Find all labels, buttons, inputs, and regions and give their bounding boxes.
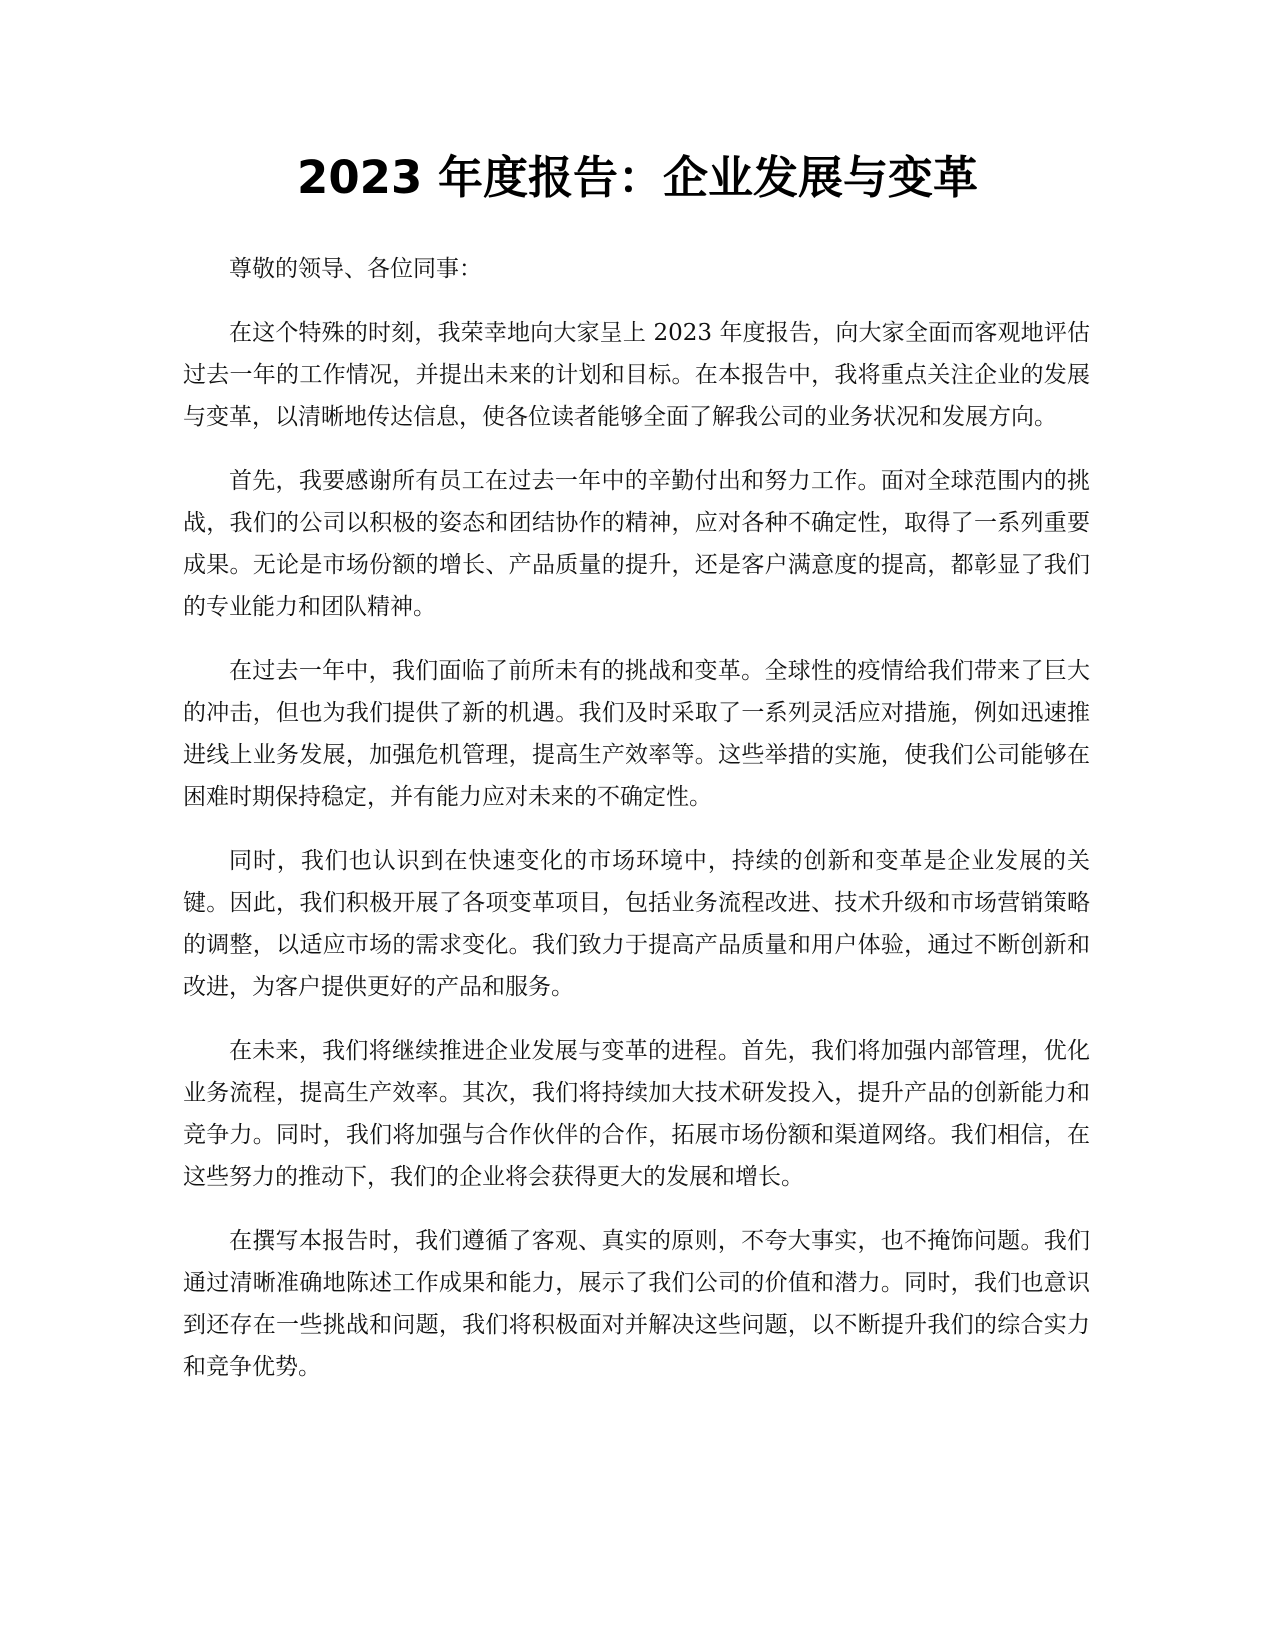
document-title: 2023 年度报告：企业发展与变革 bbox=[297, 151, 978, 204]
paragraph-innovation: 同时，我们也认识到在快速变化的市场环境中，持续的创新和变革是企业发展的关键。因此，我们积极开展了各项变革项目，包括业务流程改进、技术升级和市场营销策略的调整，以适应市场的需求变化。我们致力于提高产品质量和用户体验，通过不断创新和改进，为客户提供更好的产品和服务。 bbox=[183, 848, 1090, 1000]
document-body bbox=[183, 248, 1090, 1410]
paragraph-future: 在未来，我们将继续推进企业发展与变革的进程。首先，我们将加强内部管理，优化业务流程，提高生产效率。其次，我们将持续加大技术研发投入，提升产品的创新能力和竞争力。同时，我们将加强与合作伙伴的合作，拓展市场份额和渠道网络。我们相信，在这些努力的推动下，我们的企业将会获得更大的发展和增长。 bbox=[183, 1038, 1090, 1190]
paragraph-challenges: 在过去一年中，我们面临了前所未有的挑战和变革。全球性的疫情给我们带来了巨大的冲击，但也为我们提供了新的机遇。我们及时采取了一系列灵活应对措施，例如迅速推进线上业务发展，加强危机管理，提高生产效率等。这些举措的实施，使我们公司能够在困难时期保持稳定，并有能力应对未来的不确定性。 bbox=[183, 658, 1090, 810]
paragraph-intro: 在这个特殊的时刻，我荣幸地向大家呈上 2023 年度报告，向大家全面而客观地评估过去一年的工作情况，并提出未来的计划和目标。在本报告中，我将重点关注企业的发展与变革，以清晰地传达信息，使各位读者能够全面了解我公司的业务状况和发展方向。 bbox=[183, 320, 1090, 430]
paragraph-gratitude: 首先，我要感谢所有员工在过去一年中的辛勤付出和努力工作。面对全球范围内的挑战，我们的公司以积极的姿态和团结协作的精神，应对各种不确定性，取得了一系列重要成果。无论是市场份额的增长、产品质量的提升，还是客户满意度的提高，都彰显了我们的专业能力和团队精神。 bbox=[183, 468, 1090, 620]
paragraph-principles: 在撰写本报告时，我们遵循了客观、真实的原则，不夸大事实，也不掩饰问题。我们通过清晰准确地陈述工作成果和能力，展示了我们公司的价值和潜力。同时，我们也意识到还存在一些挑战和问题，我们将积极面对并解决这些问题，以不断提升我们的综合实力和竞争优势。 bbox=[183, 1228, 1090, 1380]
salutation: 尊敬的领导、各位同事： bbox=[229, 256, 482, 282]
